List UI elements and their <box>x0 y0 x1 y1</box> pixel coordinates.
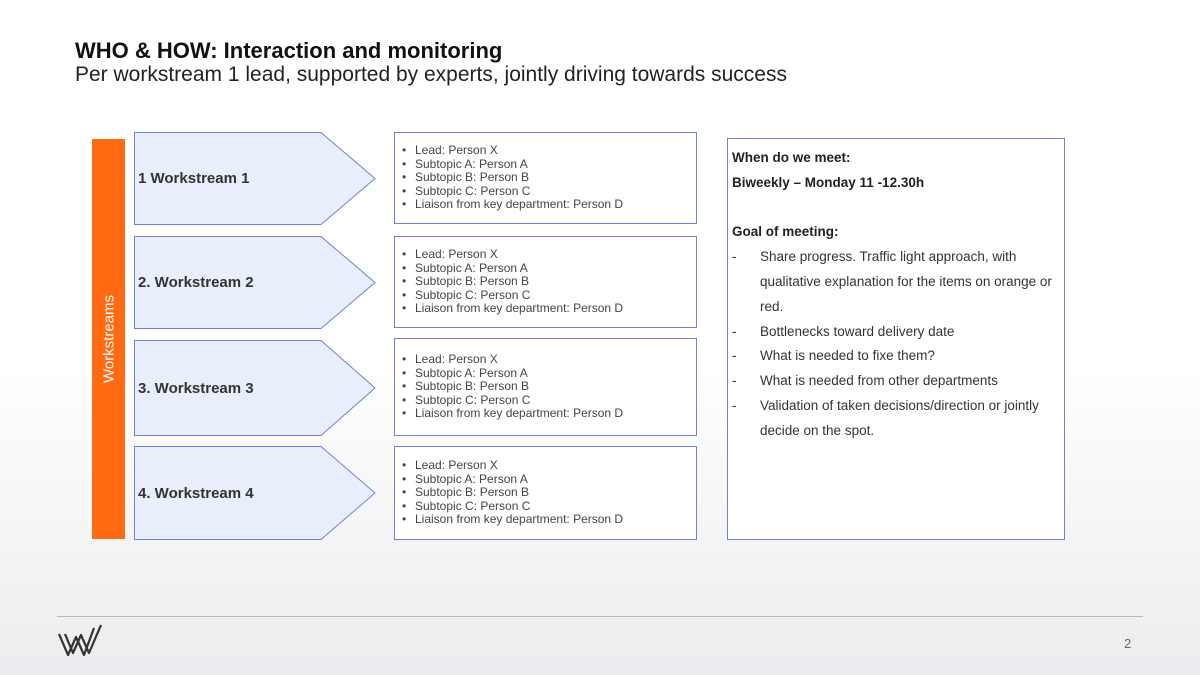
meeting-info-box <box>727 138 1065 540</box>
workstream-people-box-2 <box>394 236 697 328</box>
goal-item <box>732 394 1056 444</box>
workstream-arrow-2 <box>134 236 376 329</box>
list-item: • Subtopic C: Person C <box>415 394 623 408</box>
workstreams-side-label: Workstreams <box>100 294 117 384</box>
list-item: • Liaison from key department: Person D <box>415 407 623 421</box>
list-item: • Subtopic B: Person B <box>415 275 623 289</box>
goal-text: What is needed from other departments <box>760 373 998 389</box>
w-logo-icon <box>57 622 105 658</box>
meeting-schedule: Biweekly – Monday 11 -12.30h <box>732 174 925 190</box>
workstream-arrow-3 <box>134 340 376 433</box>
goal-item <box>732 320 1056 345</box>
workstream-people-box-1 <box>394 132 697 224</box>
page-number: 2 <box>1124 636 1132 651</box>
list-item: • Lead: Person X <box>415 459 623 473</box>
workstreams-side-bar <box>92 139 125 539</box>
dash-bullet: - <box>732 373 737 389</box>
people-list <box>415 248 623 316</box>
slide-subtitle: Per workstream 1 lead, supported by experts, jointly driving towards success <box>75 63 787 86</box>
goal-item <box>732 344 1056 369</box>
list-item: • Subtopic B: Person B <box>415 171 623 185</box>
when-heading: When do we meet: <box>732 150 851 165</box>
goal-item <box>732 245 1056 319</box>
workstream-people-box-4 <box>394 446 697 540</box>
list-item: • Subtopic B: Person B <box>415 380 623 394</box>
list-item: • Liaison from key department: Person D <box>415 513 623 527</box>
goal-text: Share progress. Traffic light approach, with qualitative explanation for the items on orange or red. <box>760 249 1052 314</box>
goal-text: Bottlenecks toward delivery date <box>760 323 955 339</box>
people-list <box>415 459 623 527</box>
workstream-arrow-4 <box>134 446 376 539</box>
goal-heading: Goal of meeting: <box>732 224 839 240</box>
list-item: • Subtopic A: Person A <box>415 367 623 381</box>
goal-item <box>732 369 1056 394</box>
list-item: • Subtopic C: Person C <box>415 500 623 514</box>
people-list <box>415 144 623 212</box>
list-item: • Subtopic C: Person C <box>415 185 623 199</box>
list-item: • Lead: Person X <box>415 144 623 158</box>
list-item: • Subtopic C: Person C <box>415 289 623 303</box>
dash-bullet: - <box>732 397 737 413</box>
goal-text: Validation of taken decisions/direction or jointly decide on the spot. <box>760 397 1039 438</box>
slide-title: WHO & HOW: Interaction and monitoring <box>75 38 503 63</box>
workstream-label: 4. Workstream 4 <box>138 484 254 502</box>
dash-bullet: - <box>732 348 737 364</box>
workstream-arrow-1 <box>134 132 376 225</box>
workstream-label: 1 Workstream 1 <box>138 170 250 187</box>
dash-bullet: - <box>732 249 737 265</box>
list-item: • Lead: Person X <box>415 248 623 262</box>
list-item: • Subtopic A: Person A <box>415 262 623 276</box>
spacer <box>732 196 1056 221</box>
list-item: • Subtopic A: Person A <box>415 158 623 172</box>
people-list <box>415 353 623 421</box>
list-item: • Subtopic B: Person B <box>415 486 623 500</box>
workstream-label: 2. Workstream 2 <box>138 274 254 291</box>
list-item: • Subtopic A: Person A <box>415 473 623 487</box>
list-item: • Liaison from key department: Person D <box>415 302 623 316</box>
workstream-people-box-3 <box>394 338 697 436</box>
footer-divider <box>57 616 1143 617</box>
goal-text: What is needed to fixe them? <box>760 348 935 364</box>
workstream-label: 3. Workstream 3 <box>138 379 254 397</box>
dash-bullet: - <box>732 323 737 339</box>
list-item: • Liaison from key department: Person D <box>415 198 623 212</box>
list-item: • Lead: Person X <box>415 353 623 367</box>
